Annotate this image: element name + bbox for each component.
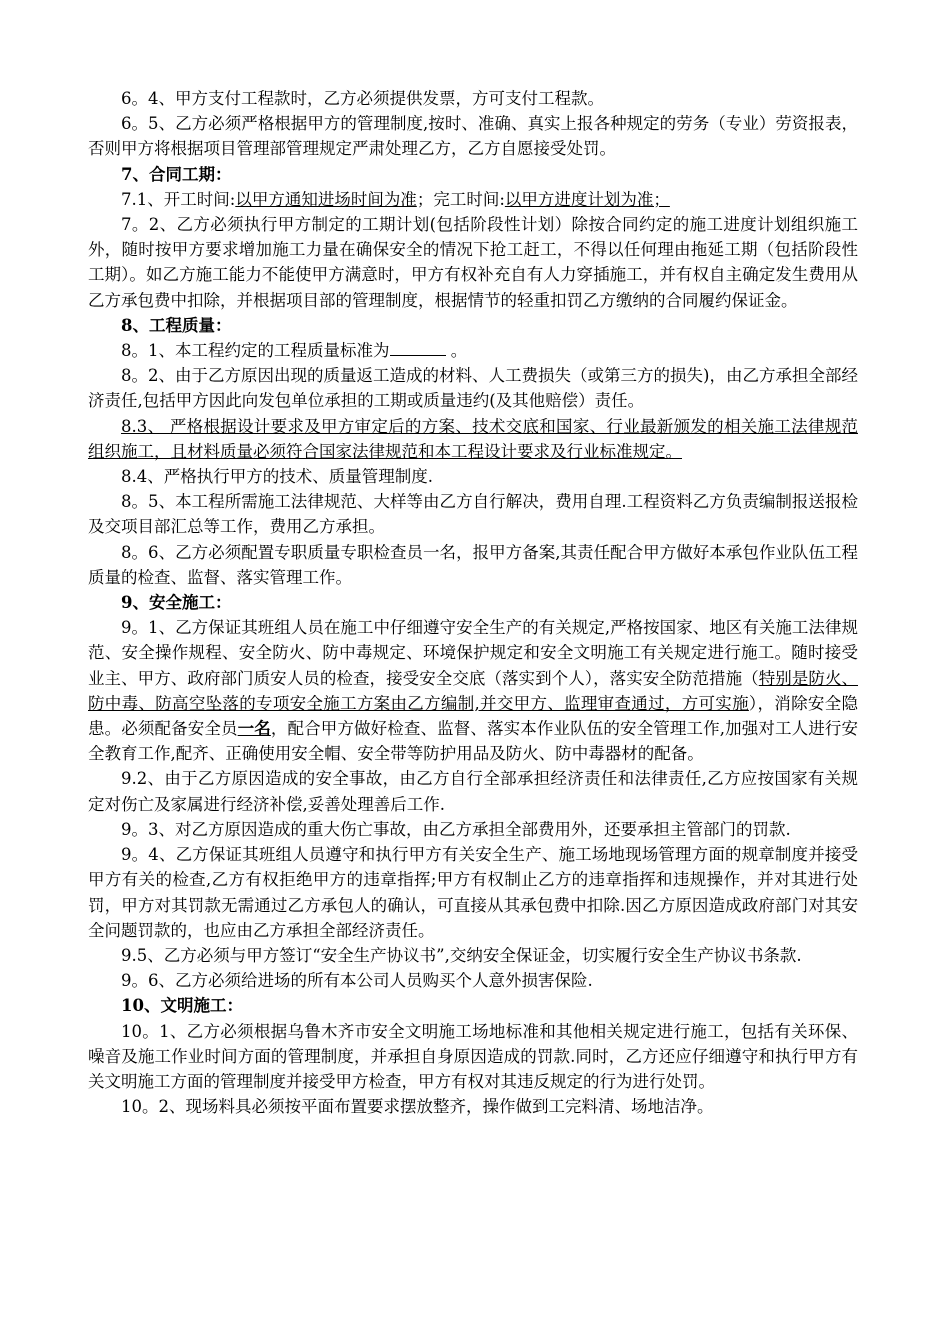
clause-9-1-text: 9。1、乙方保证其班组人员在施工中仔细遵守安全生产的有关规定,严格按国家、地区有关施工法律规范、安全操作规程、安全防火、防中毒规定、环境保护规定和安全文明施工有关规定进行施工。随时接受业主、甲方、政府部门质安人员的检查，接受安全交底（落实到个人），落实安全防范措施（ — [88, 618, 858, 688]
finish-time-label: ；完工时间: — [416, 189, 505, 209]
clause-9-1-underlined: 特别是防火、防中毒、防高空坠落的专项安全施工方案由乙方编制,并交甲方、监理审查通过，方可实施 — [88, 668, 859, 713]
clause-7-2: 7。2、乙方必须执行甲方制定的工期计划(包括阶段性计划）除按合同约定的施工进度计划组织施工外，随时按甲方要求增加施工力量在确保安全的情况下抢工赶工，不得以任何理由拖延工期（包括阶段性工期）。如乙方施工能力不能使甲方满意时，甲方有权补充自有人力穿插施工，并有权自主确定发生费用从乙方承包费中扣除，并根据项目部的管理制度，根据情节的轻重扣罚乙方缴纳的合同履约保证金。 — [88, 215, 858, 310]
clause-8-1-text: 8。1、本工程约定的工程质量标准为 — [121, 341, 390, 361]
document-page — [88, 86, 858, 1119]
section-heading-7: 7、合同工期： — [121, 164, 232, 184]
clause-8-1-end: 。 — [445, 341, 468, 361]
clause-10-2: 10。2、现场料具必须按平面布置要求摆放整齐，操作做到工完料清、场地洁净。 — [121, 1097, 714, 1117]
clause-6-5: 6。5、乙方必须严格根据甲方的管理制度,按时、准确、真实上报各种规定的劳务（专业）劳资报表，否则甲方将根据项目管理部管理规定严肃处理乙方，乙方自愿接受处罚。 — [88, 114, 858, 159]
clause-8-2: 8。2、由于乙方原因出现的质量返工造成的材料、人工费损失（或第三方的损失)，由乙方承担全部经济责任,包括甲方因此向发包单位承担的工期或质量违约(及其他赔偿）责任。 — [88, 366, 858, 411]
clause-9-4: 9。4、乙方保证其班组人员遵守和执行甲方有关安全生产、施工场地现场管理方面的规章制度并接受甲方有关的检查,乙方有权拒绝甲方的违章指挥;甲方有权制止乙方的违章指挥和违规操作，并对其进行处罚，甲方对其罚款无需通过乙方承包人的确认，可直接从其承包费中扣除.因乙方原因造成政府部门对其安全问题罚款的，也应由乙方承担全部经济责任。 — [88, 845, 858, 940]
clause-6-4: 6。4、甲方支付工程款时，乙方必须提供发票，方可支付工程款。 — [121, 89, 604, 108]
clause-9-1-end: ，配合甲方做好检查、监督、落实本作业队伍的安全管理工作,加强对工人进行安全教育工作,配齐、正确使用安全帽、安全带等防护用品及防火、防中毒器材的配备。 — [88, 719, 858, 764]
clause-7-1 — [88, 187, 858, 212]
quality-standard-blank — [390, 339, 446, 356]
clause-8-5: 8。5、本工程所需施工法律规范、大样等由乙方自行解决，费用自理.工程资料乙方负责编制报送报检及交项目部汇总等工作，费用乙方承担。 — [88, 492, 858, 537]
clause-9-1 — [88, 615, 858, 766]
start-time-value: 以甲方通知进场时间为准 — [235, 189, 417, 209]
clause-9-2: 9.2、由于乙方原因造成的安全事故，由乙方自行全部承担经济责任和法律责任,乙方应按国家有关规定对伤亡及家属进行经济补偿,妥善处理善后工作. — [88, 769, 858, 814]
clause-9-5: 9.5、乙方必须与甲方签订“安全生产协议书”,交纳安全保证金，切实履行安全生产协议书条款. — [121, 945, 802, 965]
clause-8-3: 8.3、 严格根据设计要求及甲方审定后的方案、技术交底和国家、行业最新颁发的相关施工法律规范组织施工，且材料质量必须符合国家法律规范和本工程设计要求及行业标准规定。 — [88, 416, 858, 461]
clause-8-6: 8。6、乙方必须配置专职质量专职检查员一名，报甲方备案,其责任配合甲方做好本承包作业队伍工程质量的检查、监督、落实管理工作。 — [88, 542, 858, 587]
clause-8-4: 8.4、严格执行甲方的技术、质量管理制度. — [121, 467, 433, 487]
finish-time-value: 以甲方进度计划为准； — [504, 189, 670, 209]
section-heading-8: 8、工程质量： — [121, 315, 232, 335]
clause-10-1: 10。1、乙方必须根据乌鲁木齐市安全文明施工场地标准和其他相关规定进行施工，包括有关环保、噪音及施工作业时间方面的管理制度，并承担自身原因造成的罚款.同时，乙方还应仔细遵守和执行甲方有关文明施工方面的管理制度并接受甲方检查，甲方有权对其违反规定的行为进行处罚。 — [88, 1021, 858, 1091]
clause-9-6: 9。6、乙方必须给进场的所有本公司人员购买个人意外损害保险. — [121, 971, 593, 991]
safety-officer-count: 一名 — [237, 719, 271, 739]
clause-8-1 — [88, 338, 858, 363]
section-heading-9: 9、安全施工： — [121, 593, 232, 613]
clause-9-1-mid: ），消除安全隐患。必须配备安全员 — [88, 693, 858, 739]
section-heading-10: 10、文明施工： — [121, 996, 243, 1016]
clause-9-3: 9。3、对乙方原因造成的重大伤亡事故，由乙方承担全部费用外，还要承担主管部门的罚款. — [121, 819, 791, 839]
clause-7-1-label: 7.1、开工时间: — [121, 189, 236, 209]
